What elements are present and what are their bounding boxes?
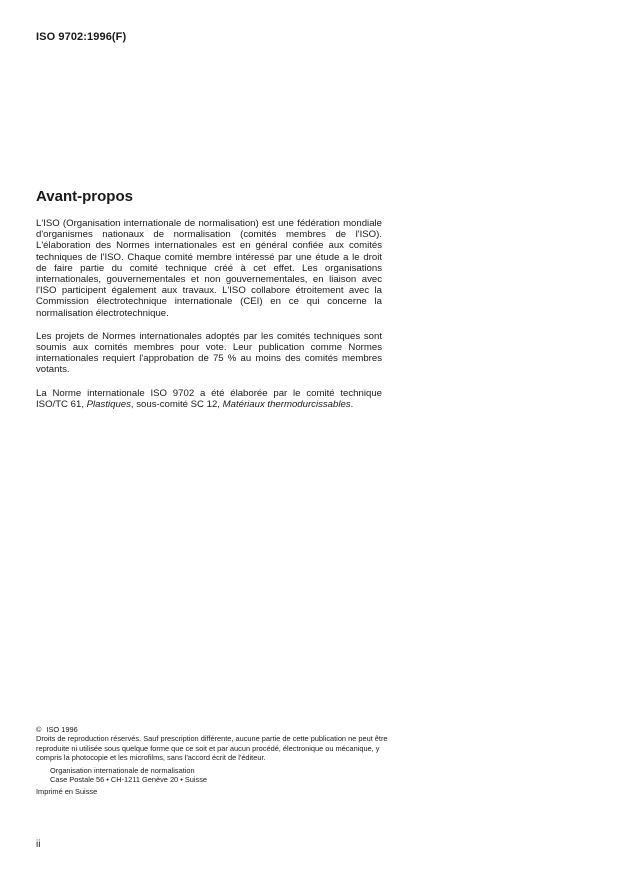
page-number: ii <box>36 839 41 850</box>
document-identifier: ISO 9702:1996(F) <box>36 31 127 43</box>
foreword-body <box>36 218 382 422</box>
copyright-rights: Droits de reproduction réservés. Sauf prescription différente, aucune partie de cette publication ne peut être reproduite ni utilisée sous quelque forme que ce soit et par aucun procédé, électronique ou mécanique, y compris la photocopie et les microfilms, sans l'accord écrit de l'éditeur. <box>36 734 388 763</box>
paragraph-3-text-a: La Norme internationale ISO 9702 a été élaborée par le comité technique ISO/TC 61, <box>36 387 382 410</box>
paragraph-3-text-c: , sous-comité SC 12, <box>130 398 223 410</box>
foreword-paragraph-1: L'ISO (Organisation internationale de normalisation) est une fédération mondiale d'organismes nationaux de normalisation (comités membres de l'ISO). L'élaboration des Normes internationales est en général confiée aux comités techniques de l'ISO. Chaque comité membre intéressé par une étude a le droit de faire partie du comité technique créé à cet effet. Les organisations internationales, gouvernementales et non gouvernementales, en liaison avec l'ISO participent également aux travaux. L'ISO collabore étroitement avec la Commission électrotechnique internationale (CEI) en ce qui concerne la normalisation électrotechnique. <box>36 218 382 319</box>
foreword-paragraph-2: Les projets de Normes internationales adoptés par les comités techniques sont soumis aux comités membres pour vote. Leur publication comme Normes internationales requiert l'approbation de 75 % au moins des comités membres votants. <box>36 330 382 376</box>
copyright-notice <box>36 725 396 734</box>
committee-name-plastics: Plastiques <box>86 398 131 410</box>
copyright-year: ISO 1996 <box>46 725 78 734</box>
foreword-paragraph-3 <box>36 388 382 410</box>
printed-in: Imprimé en Suisse <box>36 787 98 797</box>
copyright-block <box>36 725 396 797</box>
subcommittee-name-thermosets: Matériaux thermodurcissables <box>222 398 351 410</box>
copyright-icon: © <box>36 725 42 734</box>
publisher-address: Case Postale 56 • CH-1211 Genève 20 • Suisse <box>50 775 208 785</box>
publisher-organization: Organisation internationale de normalisation <box>50 765 195 775</box>
paragraph-3-text-e: . <box>350 398 354 410</box>
section-title: Avant-propos <box>36 188 133 205</box>
